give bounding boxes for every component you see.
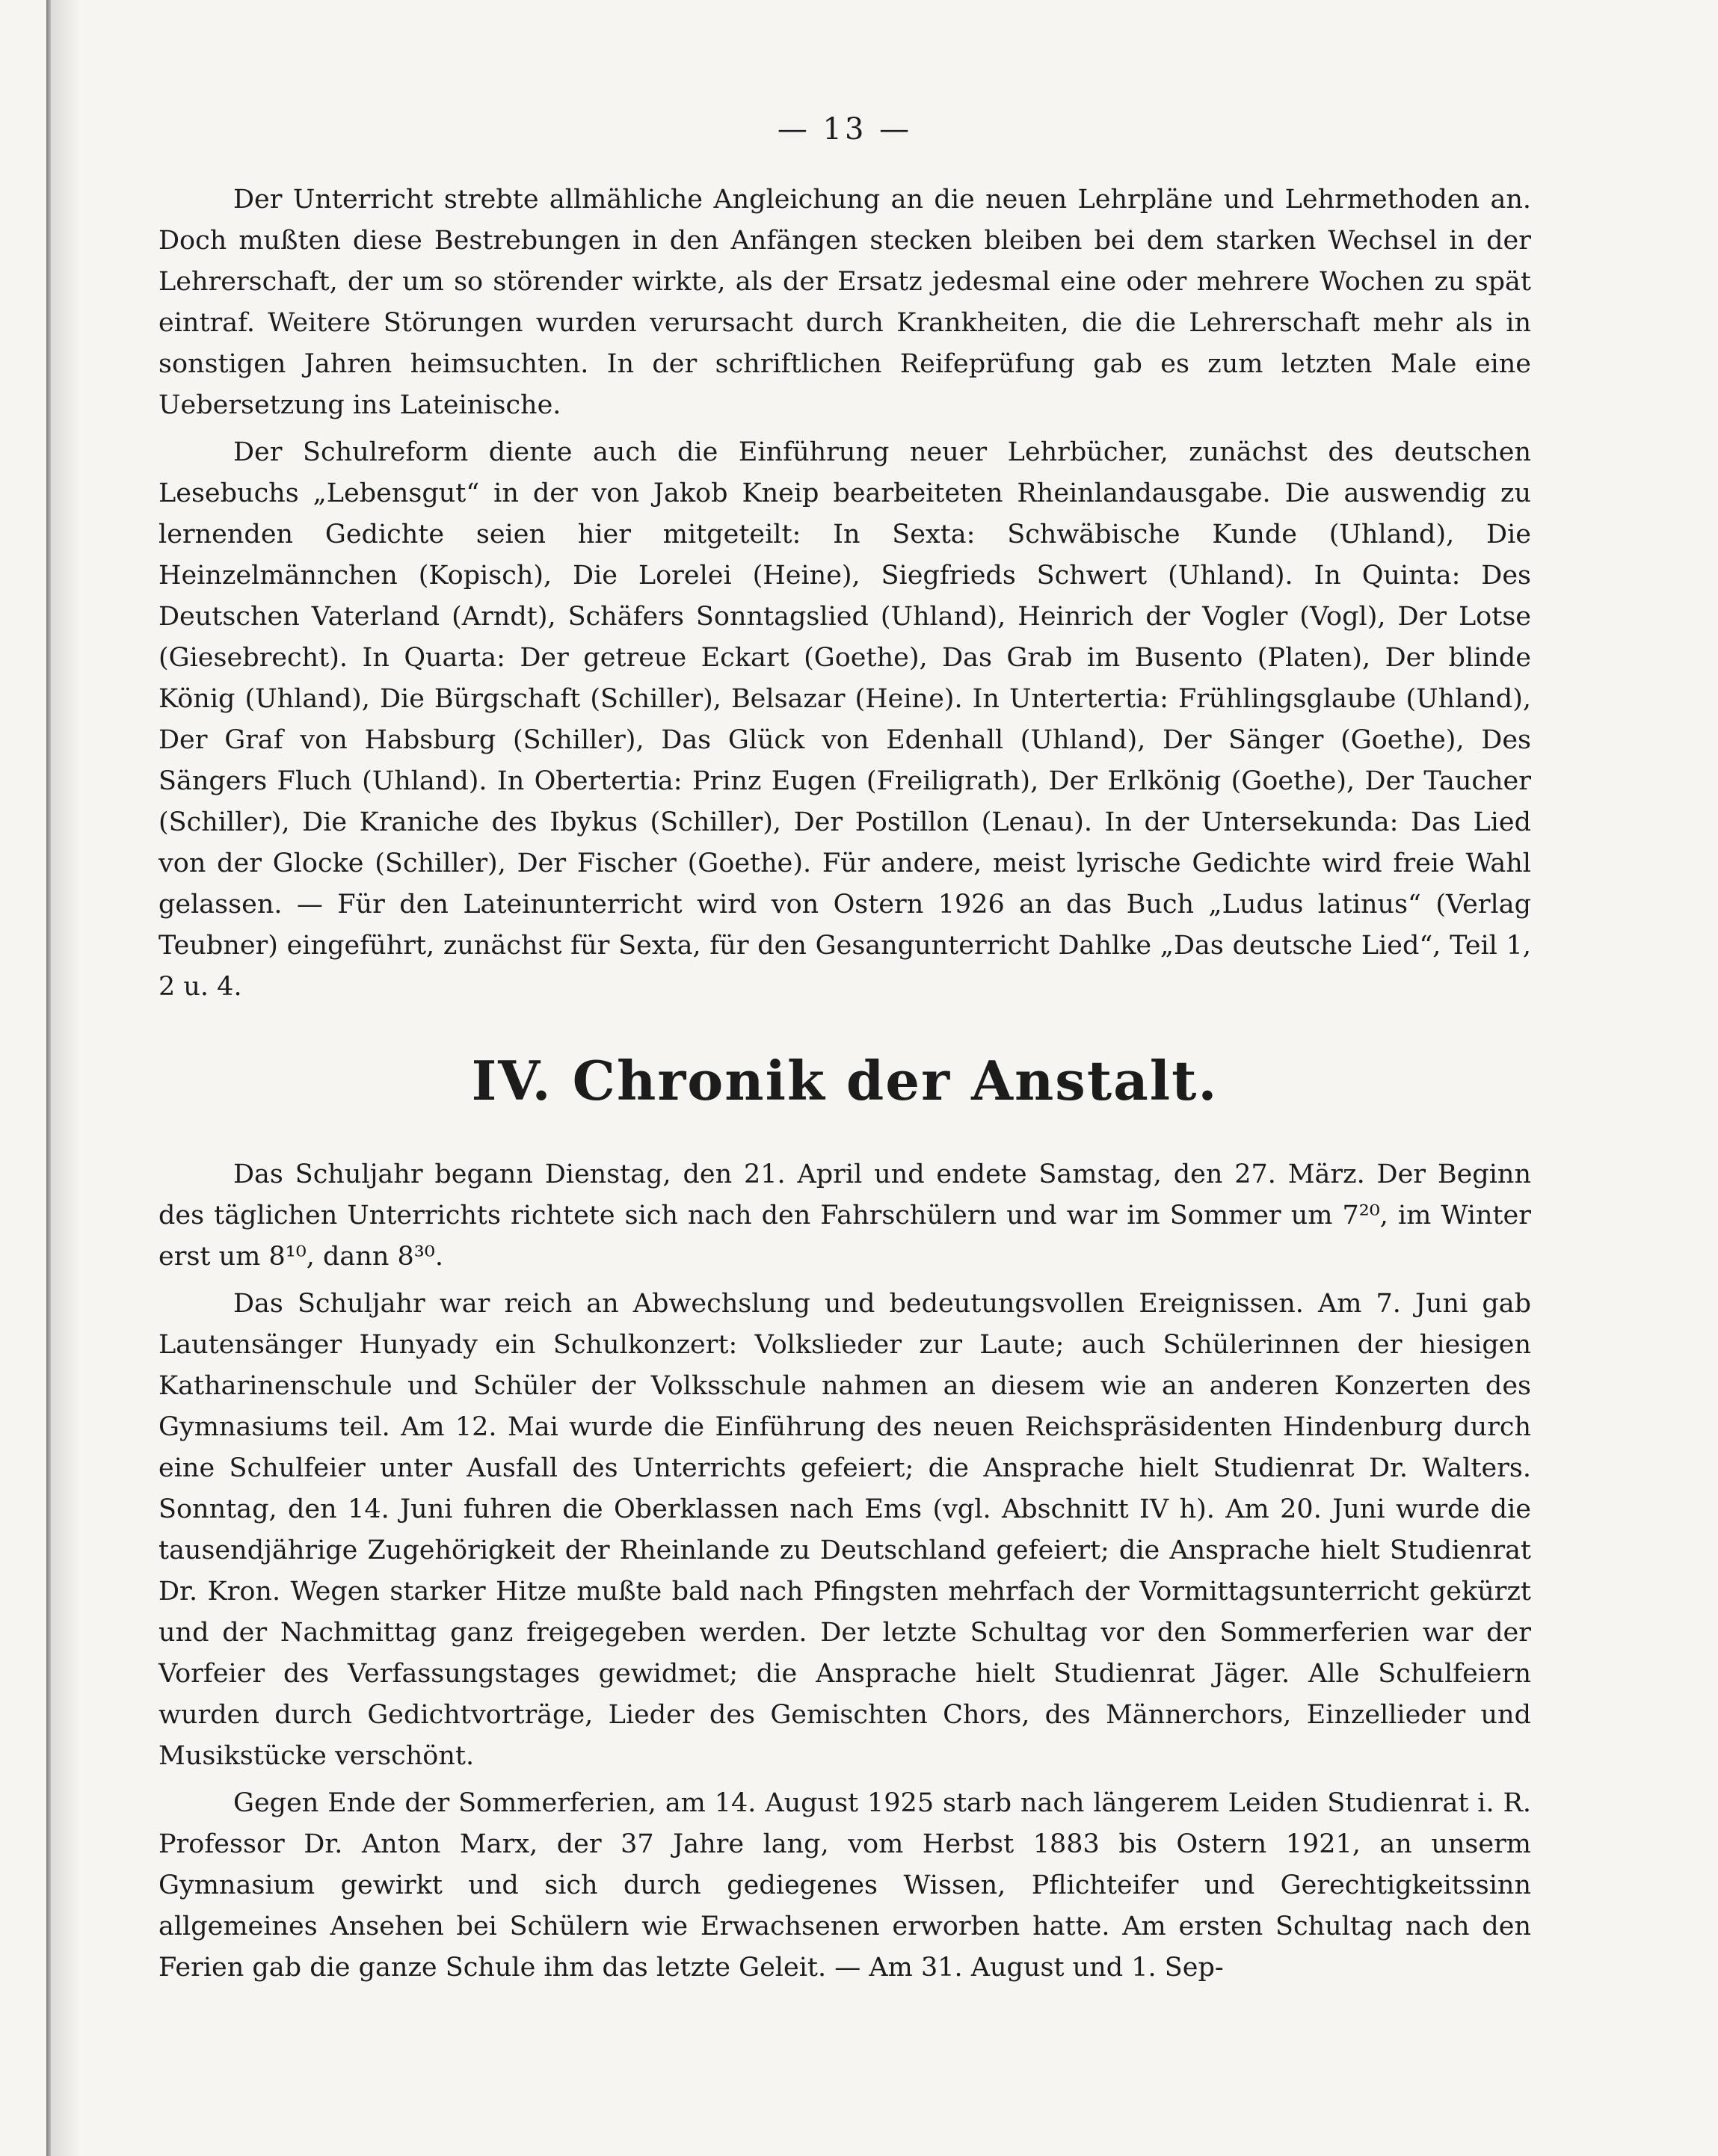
page-gutter-shadow	[51, 0, 81, 2156]
section-heading: IV. Chronik der Anstalt.	[471, 1049, 1219, 1112]
page-number: — 13 —	[777, 112, 913, 147]
paragraph-school-year: Das Schuljahr begann Dienstag, den 21. April und endete Samstag, den 27. März. Der Beginn des täglichen Unterrichts richtete sich nach den Fahrschülern und war im Sommer um 7²⁰, im Winter erst um 8¹⁰, dann 8³⁰.	[158, 1159, 1531, 1272]
paragraph-curriculum: Der Unterricht strebte allmähliche Angleichung an die neuen Lehrpläne und Lehrmethoden an. Doch mußten diese Bestrebungen in den Anfängen stecken bleiben bei dem starken Wechsel in der Lehrerschaft, der um so störender wirkte, als der Ersatz jedesmal eine oder mehrere Wochen zu spät eintraf. Weitere Störungen wurden verursacht durch Krankheiten, die die Lehrerschaft mehr als in sonstigen Jahren heimsuchten. In der schriftlichen Reifeprüfung gab es zum letzten Male eine Uebersetzung ins Lateinische.	[158, 185, 1531, 420]
page-content	[158, 112, 1531, 1995]
paragraph-events: Das Schuljahr war reich an Abwechslung und bedeutungsvollen Ereignissen. Am 7. Juni gab Lautensänger Hunyady ein Schulkonzert: Volkslieder zur Laute; auch Schülerinnen der hiesigen Katharinenschule und Schüler der Volksschule nahmen an diesem wie an anderen Konzerten des Gymnasiums teil. Am 12. Mai wurde die Einführung des neuen Reichspräsidenten Hindenburg durch eine Schulfeier unter Ausfall des Unterrichts gefeiert; die Ansprache hielt Studienrat Dr. Walters. Sonntag, den 14. Juni fuhren die Oberklassen nach Ems (vgl. Abschnitt IV h). Am 20. Juni wurde die tausendjährige Zugehörigkeit der Rheinlande zu Deutschland gefeiert; die Ansprache hielt Studienrat Dr. Kron. Wegen starker Hitze mußte bald nach Pfingsten mehrfach der Vormittagsunterricht gekürzt und der Nachmittag ganz freigegeben werden. Der letzte Schultag vor den Sommerferien war der Vorfeier des Verfassungstages gewidmet; die Ansprache hielt Studienrat Jäger. Alle Schulfeiern wurden durch Gedichtvorträge, Lieder des Gemischten Chors, des Männerchors, Einzellieder und Musikstücke verschönt.	[158, 1289, 1531, 1771]
paragraph-obituary: Gegen Ende der Sommerferien, am 14. August 1925 starb nach längerem Leiden Studienrat i. R. Professor Dr. Anton Marx, der 37 Jahre lang, vom Herbst 1883 bis Ostern 1921, an unserm Gymnasium gewirkt und sich durch gediegenes Wissen, Pflichteifer und Gerechtigkeitssinn allgemeines Ansehen bei Schülern wie Erwachsenen erworben hatte. Am ersten Schultag nach den Ferien gab die ganze Schule ihm das letzte Geleit. — Am 31. August und 1. Sep-	[158, 1788, 1531, 1983]
paragraph-schoolbooks: Der Schulreform diente auch die Einführung neuer Lehrbücher, zunächst des deutschen Lesebuchs „Lebensgut“ in der von Jakob Kneip bearbeiteten Rheinlandausgabe. Die auswendig zu lernenden Gedichte seien hier mitgeteilt: In Sexta: Schwäbische Kunde (Uhland), Die Heinzelmännchen (Kopisch), Die Lorelei (Heine), Siegfrieds Schwert (Uhland). In Quinta: Des Deutschen Vaterland (Arndt), Schäfers Sonntagslied (Uhland), Heinrich der Vogler (Vogl), Der Lotse (Giesebrecht). In Quarta: Der getreue Eckart (Goethe), Das Grab im Busento (Platen), Der blinde König (Uhland), Die Bürgschaft (Schiller), Belsazar (Heine). In Untertertia: Frühlingsglaube (Uhland), Der Graf von Habsburg (Schiller), Das Glück von Edenhall (Uhland), Der Sänger (Goethe), Des Sängers Fluch (Uhland). In Obertertia: Prinz Eugen (Freiligrath), Der Erlkönig (Goethe), Der Taucher (Schiller), Die Kraniche des Ibykus (Schiller), Der Postillon (Lenau). In der Untersekunda: Das Lied von der Glocke (Schiller), Der Fischer (Goethe). Für andere, meist lyrische Gedichte wird freie Wahl gelassen. — Für den Lateinunterricht wird von Ostern 1926 an das Buch „Ludus latinus“ (Verlag Teubner) eingeführt, zunächst für Sexta, für den Gesangunterricht Dahlke „Das deutsche Lied“, Teil 1, 2 u. 4.	[158, 437, 1531, 1002]
